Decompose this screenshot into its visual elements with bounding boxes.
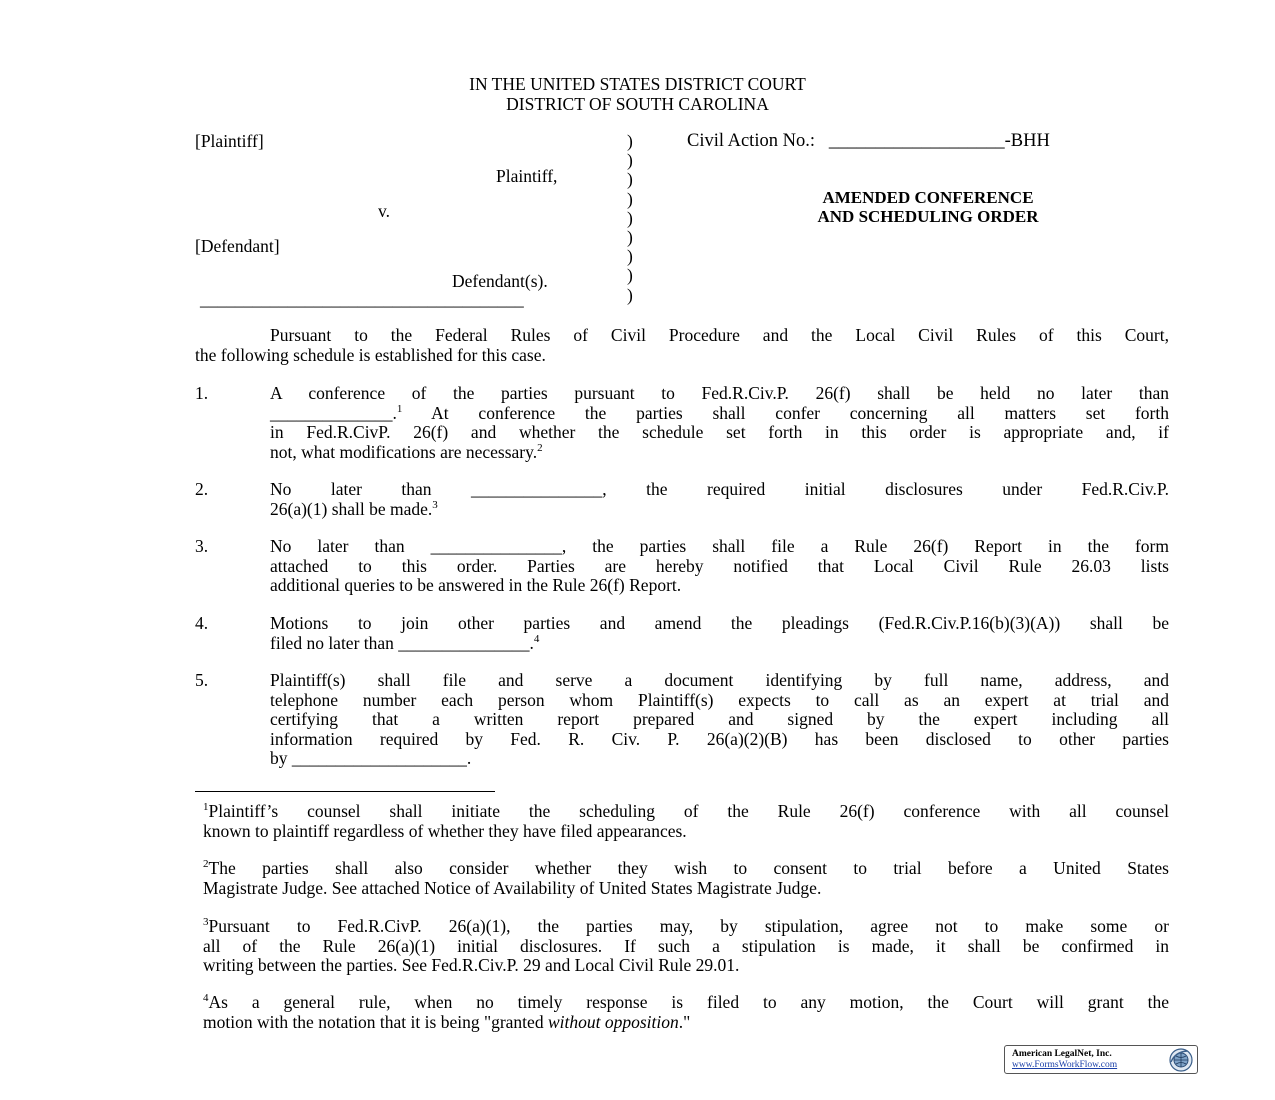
footnote-line: $^4$As a general rule, when no timely response is filed to any motion, the Court will grant the bbox=[203, 992, 1169, 1012]
paren: ) bbox=[627, 265, 633, 286]
list-item bbox=[270, 384, 1169, 462]
badge-company: American LegalNet, Inc. bbox=[1012, 1049, 1112, 1059]
paren: ) bbox=[627, 207, 633, 228]
footnote-ref: 4 bbox=[533, 632, 540, 645]
footnote-line: motion with the notation that it is being "granted without opposition." bbox=[203, 1011, 691, 1032]
order-title-line: AMENDED CONFERENCE bbox=[822, 188, 1034, 207]
legalnet-badge[interactable] bbox=[1004, 1045, 1198, 1074]
footnote-mark: 2 bbox=[203, 858, 209, 871]
footnote-separator bbox=[195, 791, 495, 792]
item-line: by ____________________. bbox=[270, 748, 472, 768]
civil-action-label: Civil Action No.: bbox=[687, 131, 815, 151]
item-line: ______________.$^1$ At conference the parties shall confer concerning all matters set forth bbox=[270, 402, 1169, 423]
item-line: certifying that a written report prepared and signed by the expert including all bbox=[270, 709, 1169, 729]
footnote bbox=[203, 859, 1169, 898]
item-line: No later than _______________, the parties shall file a Rule 26(f) Report in the form bbox=[270, 536, 1169, 556]
paren: ) bbox=[627, 284, 633, 305]
caption-bottom-rule: _____________________________________ bbox=[200, 289, 524, 309]
civil-action-number bbox=[687, 132, 1050, 152]
caption-parentheses bbox=[627, 132, 641, 305]
court-name: IN THE UNITED STATES DISTRICT COURT bbox=[469, 74, 806, 94]
item-line: No later than _______________, the required initial disclosures under Fed.R.Civ.P. bbox=[270, 479, 1169, 499]
footnote-line: $^3$Pursuant to Fed.R.CivP. 26(a)(1), the parties may, by stipulation, agree not to make some or bbox=[203, 916, 1169, 936]
item-line: information required by Fed. R. Civ. P. 26(a)(2)(B) has been disclosed to other parties bbox=[270, 728, 1169, 749]
list-item bbox=[270, 480, 1169, 519]
footnote-ref: 2 bbox=[537, 441, 543, 454]
intro-line: the following schedule is established for this case. bbox=[195, 344, 546, 365]
footnote bbox=[203, 802, 1169, 841]
footnote-line: $^2$The parties shall also consider whether they wish to consent to trial before a United States bbox=[203, 858, 1169, 878]
plaintiff-placeholder: [Plaintiff] bbox=[195, 131, 264, 151]
footnote bbox=[203, 917, 1169, 976]
list-item bbox=[270, 671, 1169, 769]
item-line: Plaintiff(s) shall file and serve a document identifying by full name, address, and bbox=[270, 670, 1169, 690]
footnote-mark: 1 bbox=[203, 801, 209, 814]
badge-url-link[interactable]: www.FormsWorkFlow.com bbox=[1012, 1060, 1118, 1070]
versus: v. bbox=[378, 201, 390, 221]
order-title-line: AND SCHEDULING ORDER bbox=[817, 206, 1039, 226]
item-line: telephone number each person whom Plaintiff(s) expects to call as an expert at trial and bbox=[270, 689, 1169, 710]
item-line: attached to this order. Parties are hereby notified that Local Civil Rule 26.03 lists bbox=[270, 555, 1169, 576]
list-item bbox=[270, 614, 1169, 653]
item-number: 5. bbox=[195, 670, 209, 690]
order-title bbox=[740, 189, 1116, 226]
footnote-line: $^1$Plaintiff’s counsel shall initiate the scheduling of the Rule 26(f) conference with all counsel bbox=[203, 801, 1169, 821]
paren: ) bbox=[627, 150, 633, 171]
item-number: 1. bbox=[195, 383, 209, 403]
item-line: filed no later than _______________.$^4$ bbox=[270, 632, 540, 653]
item-line: 26(a)(1) shall be made.$^3$ bbox=[270, 498, 438, 519]
footnote-ref: 1 bbox=[396, 402, 403, 415]
intro-line: Pursuant to the Federal Rules of Civil Procedure and the Local Civil Rules of this Court, bbox=[270, 325, 1169, 345]
item-line: not, what modifications are necessary.$^2$ bbox=[270, 441, 543, 462]
footnote-line: Magistrate Judge. See attached Notice of Availability of United States Magistrate Judge. bbox=[203, 877, 822, 898]
paren: ) bbox=[627, 169, 633, 190]
intro-paragraph bbox=[195, 326, 1169, 365]
item-number: 2. bbox=[195, 479, 209, 499]
court-district: DISTRICT OF SOUTH CAROLINA bbox=[506, 93, 769, 114]
footnote bbox=[203, 993, 1169, 1032]
footnote-line: all of the Rule 26(a)(1) initial disclosures. If such a stipulation is made, it shall be confirmed in bbox=[203, 935, 1169, 956]
item-number: 3. bbox=[195, 536, 209, 556]
paren: ) bbox=[627, 226, 633, 247]
list-item bbox=[270, 537, 1169, 596]
paren: ) bbox=[627, 131, 633, 151]
item-line: additional queries to be answered in the Rule 26(f) Report. bbox=[270, 575, 682, 595]
footnote-line: writing between the parties. See Fed.R.Civ.P. 29 and Local Civil Rule 29.01. bbox=[203, 955, 740, 975]
item-line: A conference of the parties pursuant to Fed.R.Civ.P. 26(f) shall be held no later than bbox=[270, 383, 1169, 403]
footnote-line: known to plaintiff regardless of whether they have filed appearances. bbox=[203, 820, 687, 841]
globe-logo-icon bbox=[1169, 1048, 1193, 1072]
item-number: 4. bbox=[195, 613, 209, 633]
item-line: in Fed.R.CivP. 26(f) and whether the schedule set forth in this order is appropriate and, if bbox=[270, 422, 1169, 442]
defendant-role: Defendant(s). bbox=[452, 271, 548, 291]
court-header bbox=[0, 75, 1275, 114]
item-line: Motions to join other parties and amend the pleadings (Fed.R.Civ.P.16(b)(3)(A)) shall be bbox=[270, 613, 1169, 633]
footnote-ref: 3 bbox=[432, 498, 438, 511]
civil-action-blank: ___________________-BHH bbox=[828, 131, 1050, 151]
defendant-placeholder: [Defendant] bbox=[195, 236, 280, 256]
plaintiff-role: Plaintiff, bbox=[496, 166, 558, 186]
paren: ) bbox=[627, 246, 633, 267]
footnote-mark: 3 bbox=[203, 916, 209, 929]
paren: ) bbox=[627, 188, 633, 209]
footnote-mark: 4 bbox=[203, 992, 209, 1005]
